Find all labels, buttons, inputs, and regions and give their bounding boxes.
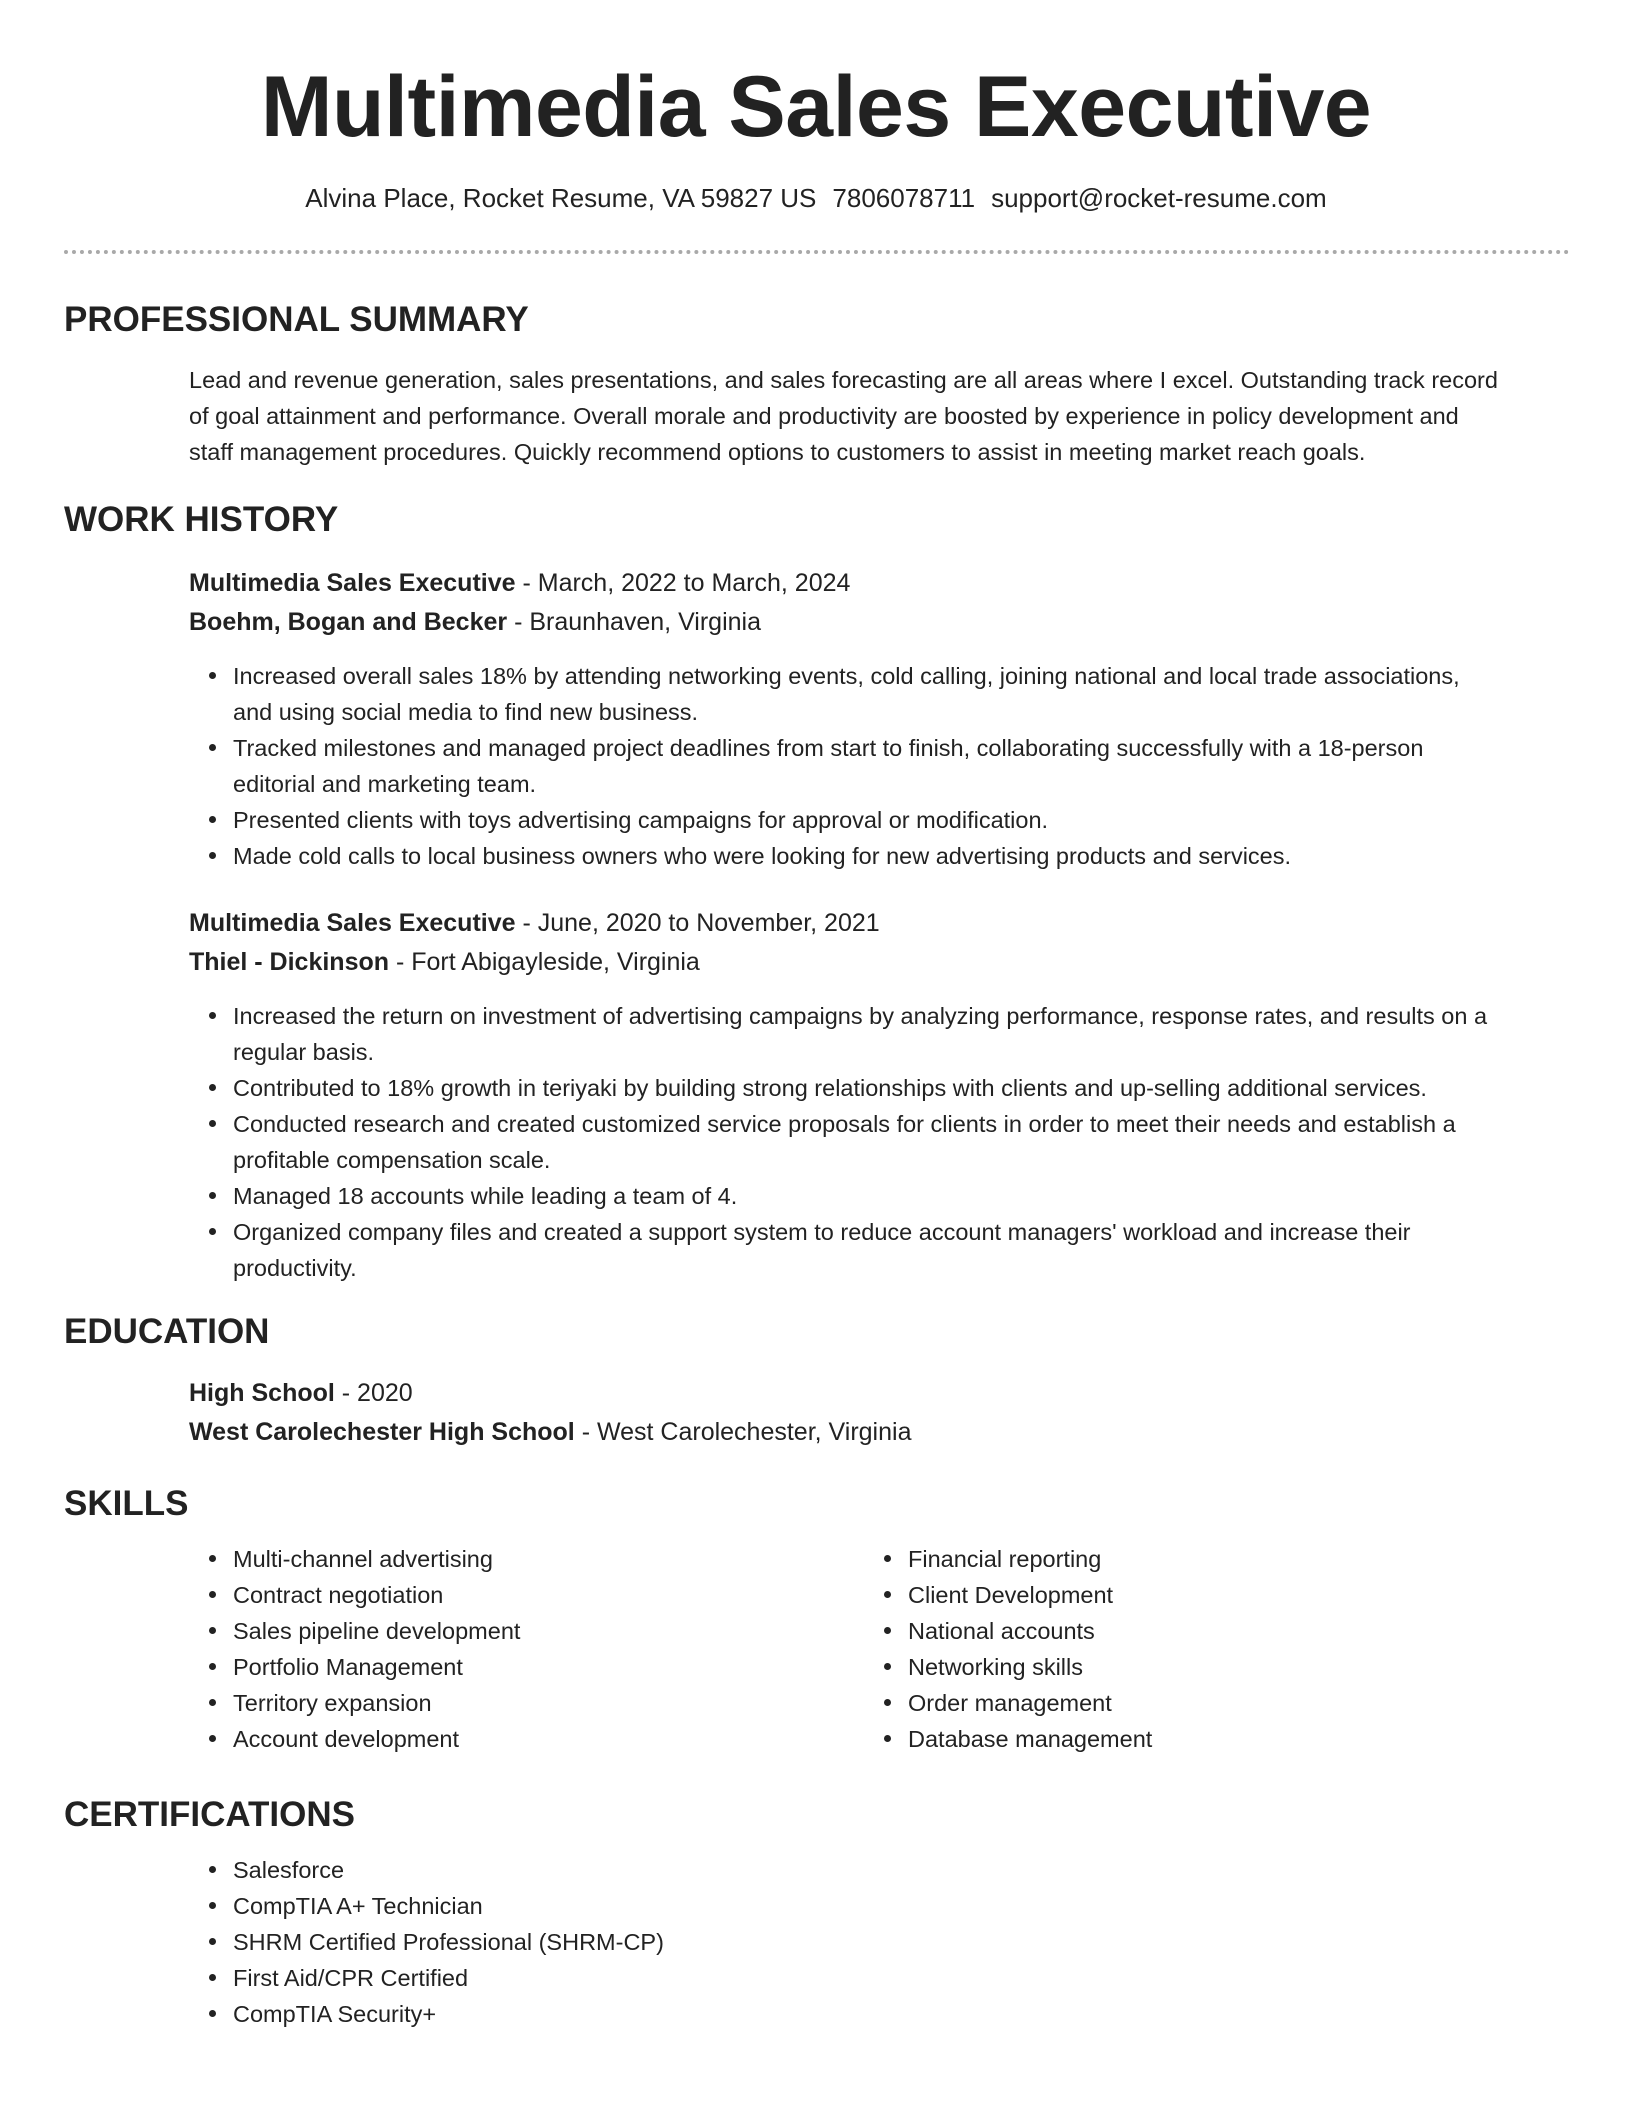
- list-item: Database management: [908, 1721, 1508, 1757]
- skills-list-right: [908, 1541, 1508, 1757]
- job-role-line: [189, 905, 880, 941]
- list-item: [233, 730, 1573, 802]
- job-company-line: [189, 604, 761, 640]
- bullet-line: Organized company files and created a support system to reduce account managers' workload and increase their: [233, 1219, 1411, 1245]
- bullet-line: and using social media to find new business.: [233, 699, 699, 725]
- list-item: [233, 658, 1573, 730]
- section-title-skills: SKILLS: [64, 1484, 189, 1523]
- job-bullets: [233, 658, 1573, 874]
- summary-text: [189, 362, 1569, 470]
- list-item: [233, 838, 1573, 874]
- list-item: Salesforce: [233, 1852, 1033, 1888]
- bullet-line: regular basis.: [233, 1039, 375, 1065]
- list-item: Sales pipeline development: [233, 1613, 833, 1649]
- section-title-education: EDUCATION: [64, 1312, 270, 1351]
- list-item: Account development: [233, 1721, 833, 1757]
- job-dates: - March, 2022 to March, 2024: [515, 569, 851, 597]
- section-title-summary: PROFESSIONAL SUMMARY: [64, 300, 529, 339]
- section-title-work-history: WORK HISTORY: [64, 500, 339, 539]
- job-location: - Braunhaven, Virginia: [507, 608, 761, 636]
- skills-list-left: [233, 1541, 833, 1757]
- bullet-line: profitable compensation scale.: [233, 1147, 551, 1173]
- job-company: Boehm, Bogan and Becker: [189, 608, 508, 636]
- contact-line: [0, 180, 1632, 216]
- job-company-line: [189, 944, 700, 980]
- education-year: - 2020: [334, 1379, 413, 1407]
- list-item: [233, 1214, 1573, 1286]
- bullet-line: Increased overall sales 18% by attending networking events, cold calling, joining national and local trade associations,: [233, 663, 1460, 689]
- resume-name-title: Multimedia Sales Executive: [260, 59, 1372, 155]
- contact-phone: 7806078711: [832, 183, 976, 213]
- list-item: CompTIA Security+: [233, 1996, 1033, 2032]
- list-item: Contract negotiation: [233, 1577, 833, 1613]
- job-role: Multimedia Sales Executive: [189, 909, 516, 937]
- header-divider: [64, 250, 1570, 254]
- list-item: [233, 998, 1573, 1070]
- list-item: Networking skills: [908, 1649, 1508, 1685]
- bullet-line: Contributed to 18% growth in teriyaki by building strong relationships with clients and up-selling additional services.: [233, 1075, 1427, 1101]
- education-degree-line: [189, 1375, 413, 1411]
- bullet-line: Increased the return on investment of advertising campaigns by analyzing performance, response rates, and results on a: [233, 1003, 1488, 1029]
- list-item: Order management: [908, 1685, 1508, 1721]
- bullet-line: Presented clients with toys advertising campaigns for approval or modification.: [233, 807, 1049, 833]
- job-role-line: [189, 565, 850, 601]
- job-role: Multimedia Sales Executive: [189, 569, 516, 597]
- contact-address: Alvina Place, Rocket Resume, VA 59827 US: [305, 183, 817, 213]
- list-item: Financial reporting: [908, 1541, 1508, 1577]
- education-school-line: [189, 1414, 911, 1450]
- list-item: [233, 802, 1573, 838]
- job-dates: - June, 2020 to November, 2021: [515, 909, 880, 937]
- bullet-line: Made cold calls to local business owners who were looking for new advertising products and services.: [233, 843, 1292, 869]
- summary-line: Lead and revenue generation, sales presentations, and sales forecasting are all areas where I excel. Outstanding track record: [189, 367, 1498, 393]
- list-item: [233, 1106, 1573, 1178]
- list-item: [233, 1178, 1573, 1214]
- list-item: [233, 1070, 1573, 1106]
- certifications-list: [233, 1852, 1033, 2032]
- bullet-line: productivity.: [233, 1255, 357, 1281]
- list-item: SHRM Certified Professional (SHRM-CP): [233, 1924, 1033, 1960]
- section-title-certifications: CERTIFICATIONS: [64, 1795, 356, 1834]
- bullet-line: editorial and marketing team.: [233, 771, 537, 797]
- list-item: First Aid/CPR Certified: [233, 1960, 1033, 1996]
- summary-line: staff management procedures. Quickly recommend options to customers to assist in meeting market reach goals.: [189, 439, 1366, 465]
- list-item: National accounts: [908, 1613, 1508, 1649]
- contact-email: support@rocket-resume.com: [991, 183, 1327, 213]
- education-school: West Carolechester High School: [189, 1418, 575, 1446]
- job-company: Thiel - Dickinson: [189, 948, 390, 976]
- list-item: Territory expansion: [233, 1685, 833, 1721]
- bullet-line: Conducted research and created customized service proposals for clients in order to meet their needs and establish a: [233, 1111, 1456, 1137]
- job-location: - Fort Abigayleside, Virginia: [389, 948, 700, 976]
- education-degree: High School: [189, 1379, 335, 1407]
- list-item: CompTIA A+ Technician: [233, 1888, 1033, 1924]
- summary-line: of goal attainment and performance. Overall morale and productivity are boosted by experience in policy development and: [189, 403, 1459, 429]
- list-item: Multi-channel advertising: [233, 1541, 833, 1577]
- bullet-line: Tracked milestones and managed project deadlines from start to finish, collaborating successfully with a 18-person: [233, 735, 1424, 761]
- list-item: Portfolio Management: [233, 1649, 833, 1685]
- job-bullets: [233, 998, 1573, 1286]
- list-item: Client Development: [908, 1577, 1508, 1613]
- education-location: - West Carolechester, Virginia: [574, 1418, 912, 1446]
- bullet-line: Managed 18 accounts while leading a team of 4.: [233, 1183, 738, 1209]
